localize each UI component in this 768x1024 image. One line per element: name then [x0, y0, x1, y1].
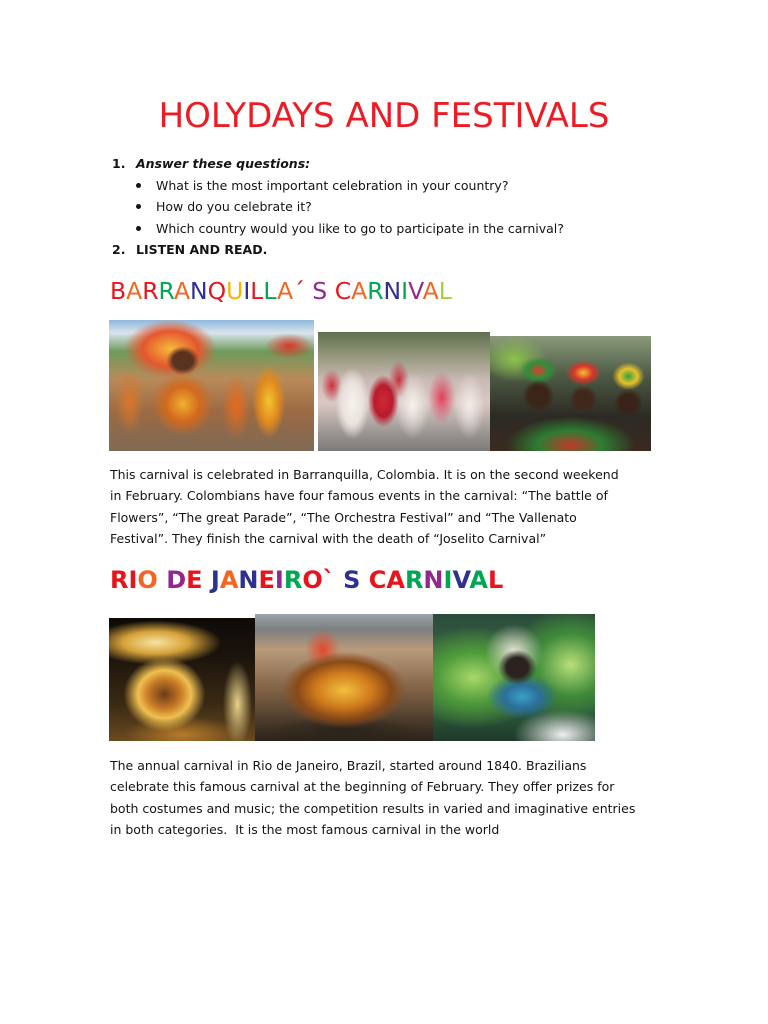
heading-letter: A [276, 277, 294, 305]
heading-letter: B [110, 277, 127, 305]
photo-sambadrome-float [255, 614, 433, 741]
rio-paragraph [110, 755, 635, 840]
heading-letter: U [226, 277, 244, 305]
heading-letter: S [343, 566, 361, 594]
paragraph-line: Festival”. They finish the carnival with the death of “Joselito Carnival” [110, 530, 547, 546]
bullet-question [112, 196, 564, 218]
heading-letter: C [334, 277, 352, 305]
heading-letter: L [263, 277, 277, 305]
heading-letter: I [128, 566, 138, 594]
heading-letter: A [351, 277, 368, 305]
heading-letter: L [487, 566, 504, 594]
paragraph-line: both costumes and music; the competition results in varied and imaginative entries [110, 800, 636, 816]
heading-letter: I [443, 566, 453, 594]
heading-letter: L [438, 277, 452, 305]
heading-letter: N [383, 277, 402, 305]
bullet-question-text: Which country would you like to go to participate in the carnival? [156, 220, 564, 236]
heading-letter: ´ [293, 277, 305, 305]
heading-letter: R [110, 566, 129, 594]
bullet-cell [135, 175, 156, 197]
heading-letter: A [126, 277, 143, 305]
bullet-question [112, 175, 564, 197]
heading-letter: R [283, 566, 303, 594]
heading-letter: R [158, 277, 174, 305]
heading-letter: J [210, 566, 220, 594]
heading-letter: I [274, 566, 284, 594]
rio-carnival-heading [110, 566, 503, 594]
item-number: 1. [112, 156, 126, 171]
item-instruction: Answer these questions: [136, 156, 311, 171]
question-item-2 [112, 239, 564, 261]
heading-letter: R [142, 277, 159, 305]
bullet-cell [135, 218, 156, 240]
heading-letter: O [302, 566, 323, 594]
heading-letter: A [469, 566, 488, 594]
heading-letter: R [404, 566, 424, 594]
heading-letter: A [386, 566, 405, 594]
heading-letter: I [243, 277, 251, 305]
heading-letter: Q [207, 277, 227, 305]
bullet-question-text: How do you celebrate it? [156, 199, 312, 214]
heading-letter: L [250, 277, 264, 305]
heading-letter: O [137, 566, 158, 594]
heading-letter: V [408, 277, 423, 305]
paragraph-line: The annual carnival in Rio de Janeiro, Brazil, started around 1840. Brazilians [110, 758, 587, 773]
paragraph-line: This carnival is celebrated in Barranquilla, Colombia. It is on the second weekend [110, 467, 619, 482]
page-title: HOLYDAYS AND FESTIVALS [158, 96, 610, 136]
bullet-icon [136, 204, 141, 209]
heading-letter: ` [322, 566, 335, 594]
heading-letter: R [367, 277, 384, 305]
bullet-question-text: What is the most important celebration in your country? [156, 177, 509, 193]
heading-letter: N [190, 277, 208, 305]
heading-letter: D [166, 566, 187, 594]
bullet-icon [136, 183, 141, 188]
heading-letter: S [312, 277, 328, 305]
item-number: 2. [112, 242, 126, 257]
heading-letter: V [452, 566, 470, 594]
heading-letter: C [368, 566, 387, 594]
heading-letter: E [258, 566, 275, 594]
photo-carnival-parade-crowd [318, 332, 490, 451]
bullet-cell [135, 196, 156, 218]
barranquilla-carnival-heading [110, 277, 452, 305]
paragraph-line: celebrate this famous carnival at the beginning of February. They offer prizes for [110, 779, 615, 795]
heading-letter: A [422, 277, 439, 305]
heading-letter: N [238, 566, 259, 594]
questions-list [112, 153, 564, 261]
heading-letter: A [173, 277, 191, 305]
heading-letter: I [401, 277, 409, 305]
photo-carnival-float-night [109, 618, 255, 741]
paragraph-line: in both categories. It is the most famous carnival in the world [110, 821, 500, 837]
paragraph-line: in February. Colombians have four famous events in the carnival: “The battle of [110, 488, 608, 504]
question-item-1 [112, 153, 564, 175]
bullet-icon [136, 226, 141, 231]
photo-feather-costume [433, 614, 595, 741]
heading-letter: A [219, 566, 239, 594]
photo-carnival-dancer [109, 320, 314, 451]
paragraph-line: Flowers”, “The great Parade”, “The Orchestra Festival” and “The Vallenato [110, 509, 577, 525]
bullet-question [112, 218, 564, 240]
barranquilla-paragraph [110, 464, 619, 549]
heading-letter: N [423, 566, 444, 594]
photo-carnival-headdresses [490, 336, 651, 451]
heading-letter: E [186, 566, 203, 594]
item-instruction: LISTEN AND READ. [136, 242, 268, 257]
